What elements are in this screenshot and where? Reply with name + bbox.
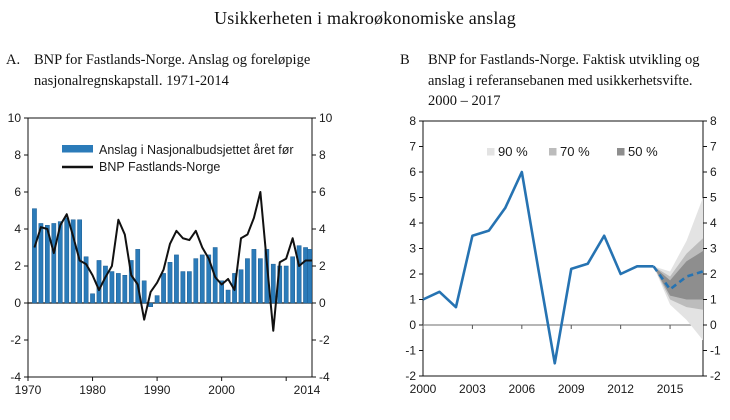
svg-text:2000: 2000 [208, 383, 235, 397]
svg-text:0: 0 [710, 318, 717, 332]
figure-title: Usikkerheten i makroøkonomiske anslag [214, 8, 516, 28]
svg-text:90 %: 90 % [498, 144, 528, 159]
svg-text:4: 4 [409, 216, 416, 230]
svg-text:50 %: 50 % [628, 144, 658, 159]
svg-text:-4: -4 [10, 370, 21, 384]
svg-text:7: 7 [409, 139, 416, 154]
svg-text:8: 8 [14, 148, 21, 162]
svg-text:2006: 2006 [508, 382, 536, 396]
svg-text:6: 6 [710, 165, 717, 179]
svg-text:10: 10 [7, 111, 21, 125]
svg-text:6: 6 [14, 185, 21, 199]
svg-text:4: 4 [319, 222, 326, 236]
svg-text:8: 8 [409, 114, 416, 128]
panel-b-chart [395, 103, 730, 420]
svg-text:3: 3 [409, 241, 416, 256]
svg-text:2012: 2012 [607, 382, 634, 396]
svg-text:2: 2 [319, 259, 326, 273]
svg-text:-1: -1 [710, 343, 721, 358]
panel-b-label: B [400, 52, 410, 68]
svg-text:BNP Fastlands-Norge: BNP Fastlands-Norge [99, 160, 221, 174]
panel-a-chart [0, 103, 365, 420]
svg-text:1990: 1990 [143, 383, 171, 397]
panel-a-title [6, 50, 354, 91]
svg-text:2: 2 [710, 267, 717, 281]
svg-text:1: 1 [409, 292, 416, 307]
svg-text:7: 7 [710, 139, 717, 154]
svg-text:-1: -1 [405, 343, 416, 358]
svg-text:0: 0 [409, 318, 416, 332]
svg-text:0: 0 [14, 296, 21, 310]
panel-a-title-text: BNP for Fastlands-Norge. Anslag og foreløpige nasjonalregnskapstall. 1971-2014 [34, 52, 311, 89]
svg-text:2003: 2003 [459, 382, 486, 396]
svg-text:5: 5 [710, 190, 717, 205]
svg-text:1970: 1970 [14, 383, 42, 397]
svg-text:-2: -2 [10, 333, 21, 347]
panel-b-title-text: BNP for Fastlands-Norge. Faktisk utvikling og anslag i referansebanen med usikkerhetsvifte. 2000 – 2017 [428, 52, 700, 110]
svg-text:5: 5 [409, 190, 416, 205]
svg-text:4: 4 [710, 216, 717, 230]
svg-text:1980: 1980 [79, 383, 106, 397]
svg-text:-2: -2 [405, 369, 416, 383]
svg-text:10: 10 [319, 111, 333, 125]
svg-text:1: 1 [710, 292, 717, 307]
svg-text:Anslag i Nasjonalbudsjettet år: Anslag i Nasjonalbudsjettet året før [99, 143, 294, 157]
panel-a-label: A. [6, 52, 21, 68]
svg-text:0: 0 [319, 296, 326, 310]
svg-text:2000: 2000 [409, 382, 437, 396]
svg-text:2014: 2014 [293, 383, 321, 397]
svg-text:8: 8 [319, 148, 326, 162]
svg-text:3: 3 [710, 241, 717, 256]
svg-text:6: 6 [319, 185, 326, 199]
svg-text:70 %: 70 % [560, 144, 590, 159]
svg-text:2015: 2015 [656, 382, 684, 396]
svg-text:6: 6 [409, 165, 416, 179]
svg-text:4: 4 [14, 222, 21, 236]
svg-text:2: 2 [14, 259, 21, 273]
svg-text:2: 2 [409, 267, 416, 281]
svg-text:-2: -2 [710, 369, 721, 383]
svg-text:8: 8 [710, 114, 717, 128]
svg-text:-2: -2 [319, 333, 330, 347]
svg-text:2009: 2009 [557, 382, 585, 396]
svg-text:-4: -4 [319, 370, 330, 384]
